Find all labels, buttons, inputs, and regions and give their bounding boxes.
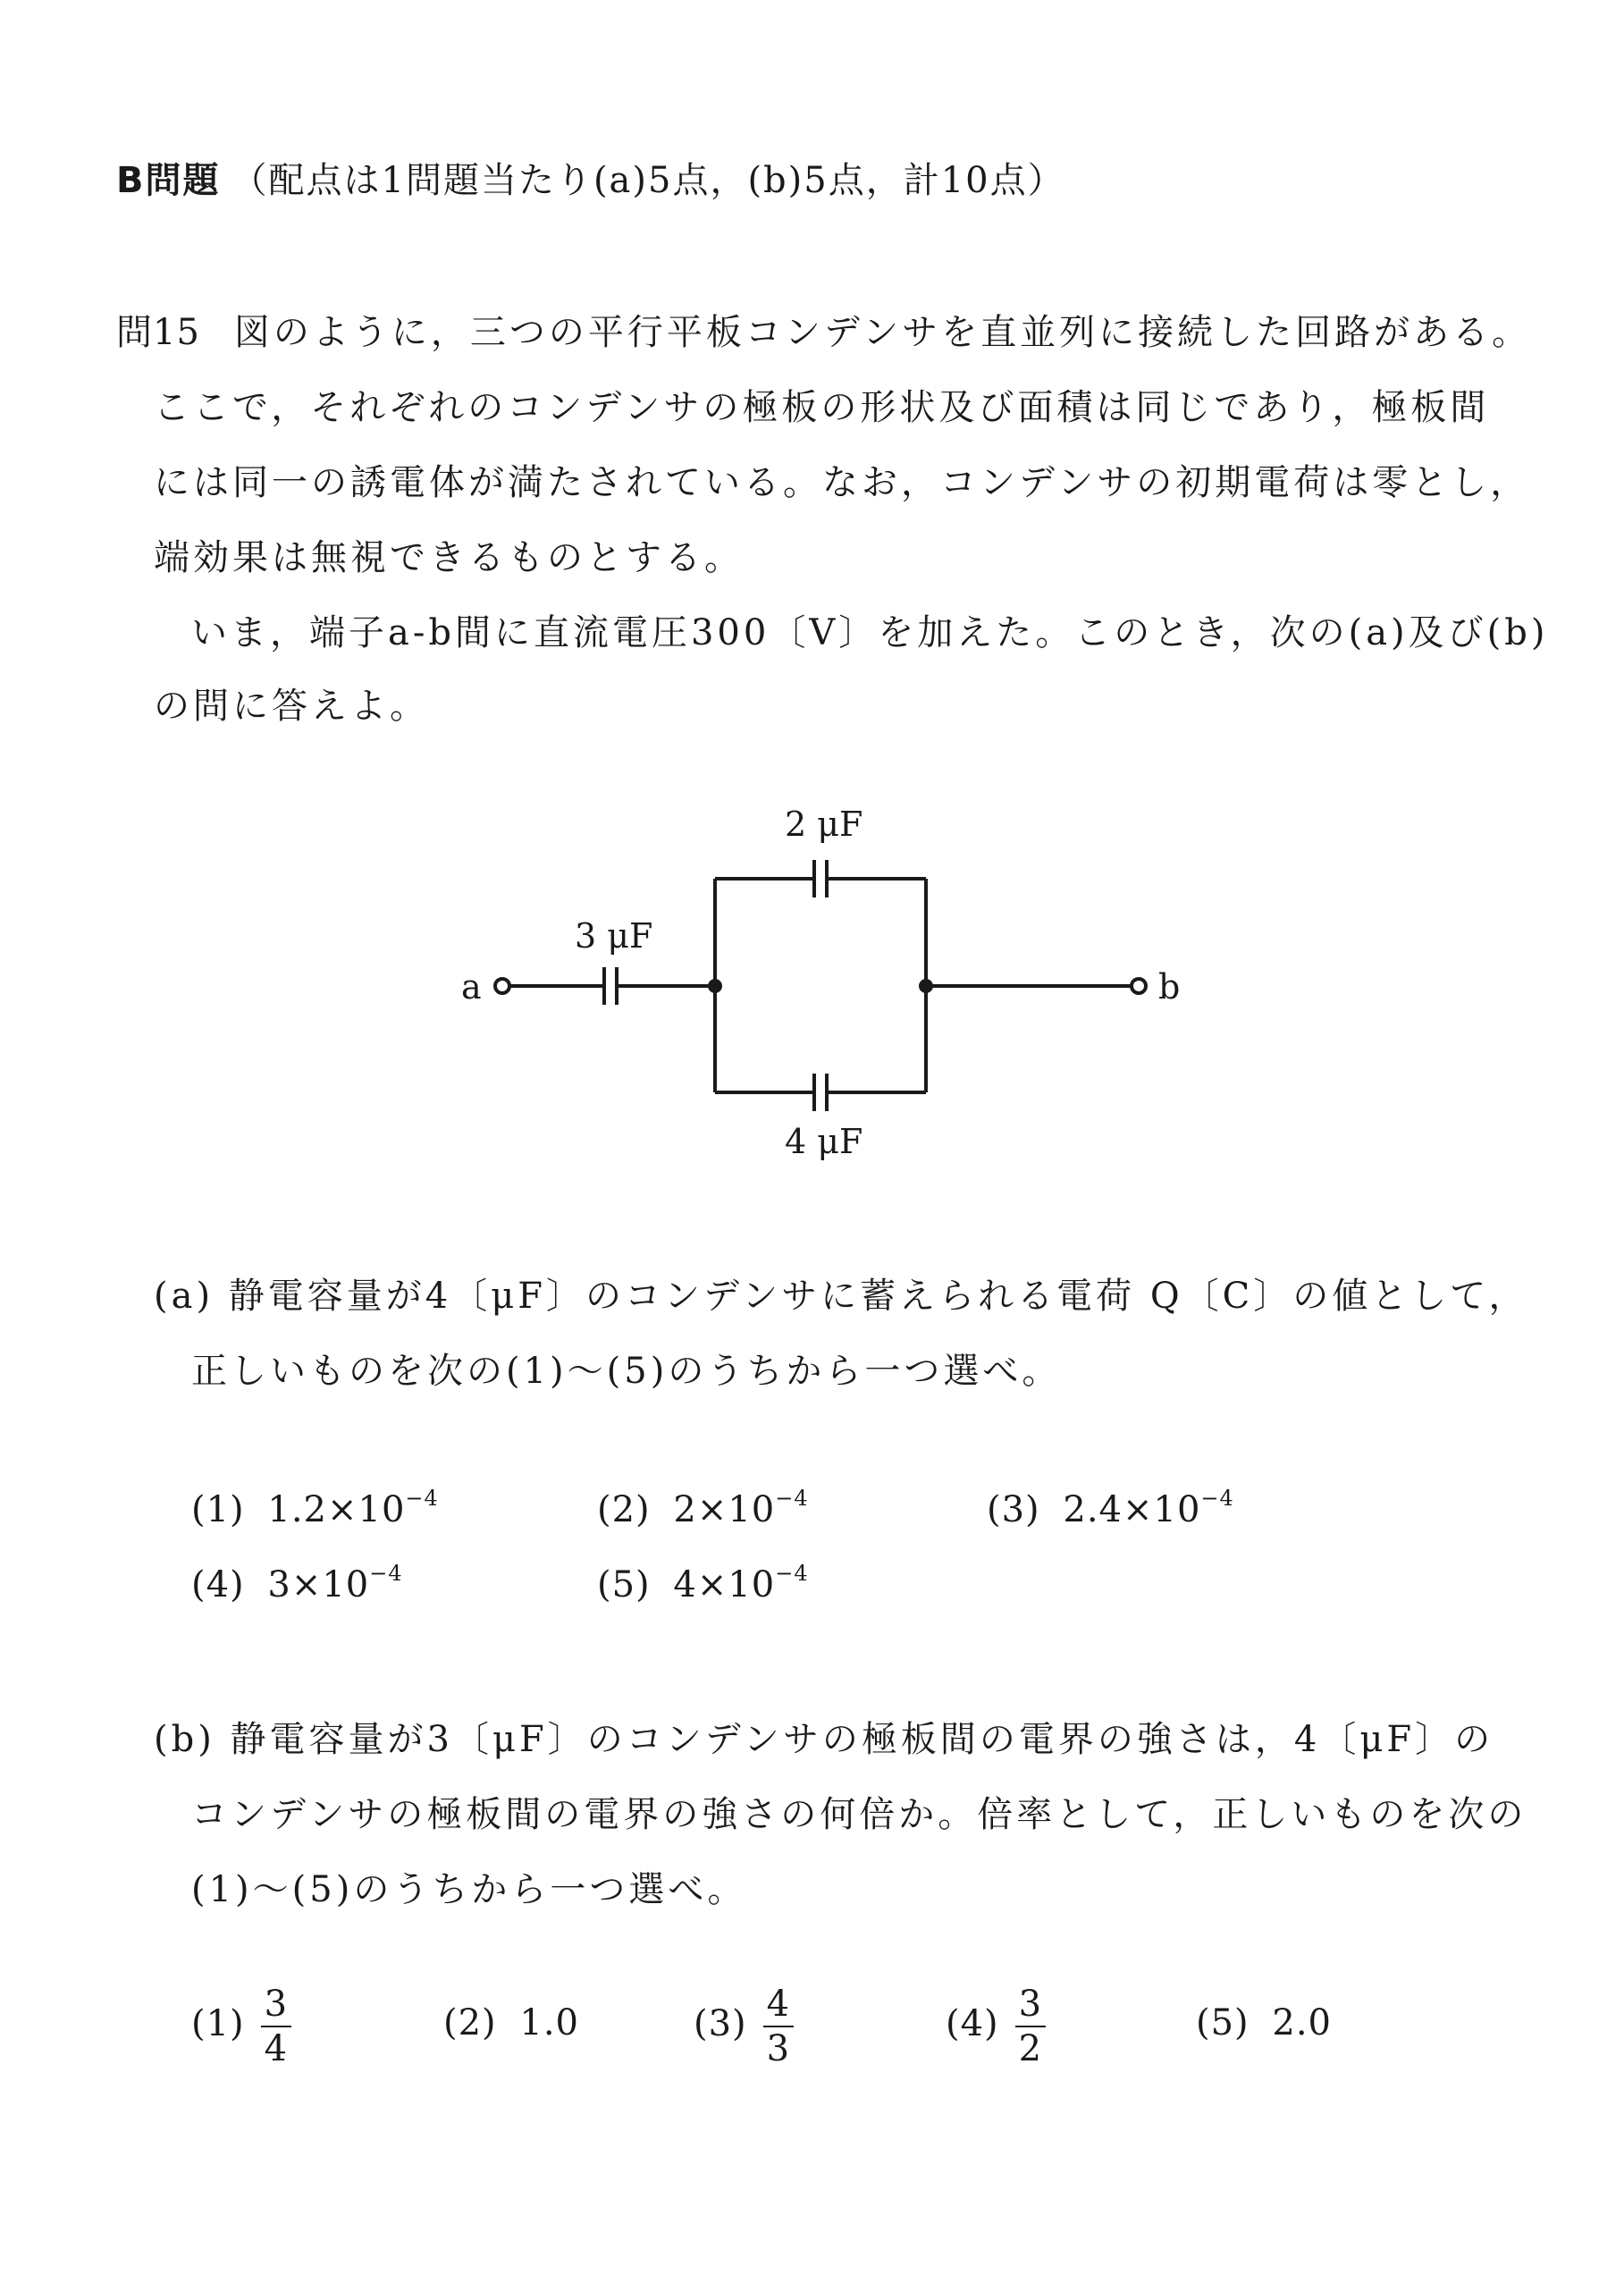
junction-left xyxy=(708,979,722,993)
fraction-b-3: $\frac{4}{3}$ xyxy=(763,1984,794,2069)
junction-right xyxy=(919,979,933,993)
option-b-3[interactable]: (3) $\frac{4}{3}$ xyxy=(694,1984,794,2069)
question-b-line-1: (b) 静電容量が3〔μF〕のコンデンサの極板間の電界の強さは，4〔μF〕の xyxy=(154,1719,1494,1760)
problem-line-2: ここで，それぞれのコンデンサの極板の形状及び面積は同じであり，極板間 xyxy=(154,387,1490,428)
c1-label: 3 μF xyxy=(575,916,653,956)
question-b-line-2: コンデンサの極板間の電界の強さの何倍か。倍率として，正しいものを次の xyxy=(191,1794,1527,1835)
problem-line-6: の問に答えよ。 xyxy=(154,686,429,727)
option-a-3[interactable]: (3) $2.4\times 10^{-4}$ xyxy=(987,1486,1234,1530)
option-a-5[interactable]: (5) $4\times 10^{-4}$ xyxy=(597,1561,809,1605)
section-title-bold: B問題 xyxy=(116,160,221,201)
terminal-b-circle xyxy=(1132,979,1146,993)
fraction-b-1: $\frac{3}{4}$ xyxy=(261,1984,291,2069)
option-b-1[interactable]: (1) $\frac{3}{4}$ xyxy=(191,1984,291,2069)
problem-number: 問15 xyxy=(116,312,200,353)
problem-line-4: 端効果は無視できるものとする。 xyxy=(154,537,744,578)
c2-label: 2 μF xyxy=(785,805,863,844)
problem-line-3: には同一の誘電体が満たされている。なお，コンデンサの初期電荷は零とし， xyxy=(154,462,1530,503)
terminal-a-label: a xyxy=(461,967,482,1007)
terminal-a-circle xyxy=(495,979,509,993)
c3-label: 4 μF xyxy=(785,1122,863,1161)
option-a-4[interactable]: (4) $3\times 10^{-4}$ xyxy=(191,1561,403,1605)
option-b-5[interactable]: (5) 2.0 xyxy=(1196,2002,1333,2043)
question-b-line-3: (1)～(5)のうちから一つ選べ。 xyxy=(191,1869,747,1910)
question-a-line-1: (a) 静電容量が4〔μF〕のコンデンサに蓄えられる電荷 Q〔C〕の値として， xyxy=(154,1276,1528,1317)
problem-line-5: いま，端子a-b間に直流電圧300〔V〕を加えた。このとき，次の(a)及び(b) xyxy=(191,612,1549,653)
section-title-note: （配点は1問題当たり(a)5点，(b)5点，計10点） xyxy=(231,160,1065,201)
option-a-1[interactable]: (1) $1.2\times 10^{-4}$ xyxy=(191,1486,439,1530)
question-a-line-2: 正しいものを次の(1)～(5)のうちから一つ選べ。 xyxy=(191,1351,1062,1392)
terminal-b-label: b xyxy=(1158,967,1181,1007)
option-a-2[interactable]: (2) $2\times 10^{-4}$ xyxy=(597,1486,809,1530)
problem-line-1: 問15 図のように，三つの平行平板コンデンサを直並列に接続した回路がある。 xyxy=(116,312,1532,353)
option-b-2[interactable]: (2) 1.0 xyxy=(443,2002,580,2043)
option-b-4[interactable]: (4) $\frac{3}{2}$ xyxy=(946,1984,1046,2069)
fraction-b-4: $\frac{3}{2}$ xyxy=(1015,1984,1046,2069)
